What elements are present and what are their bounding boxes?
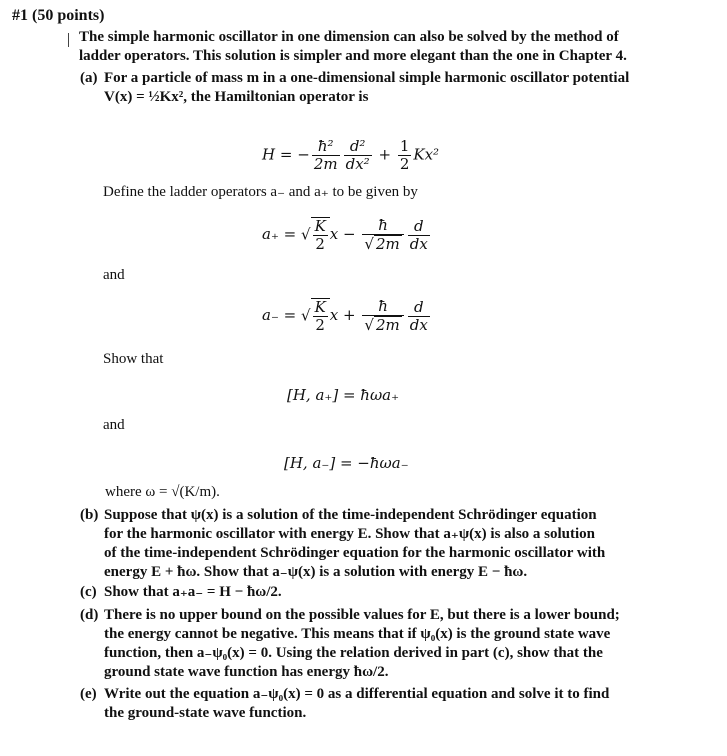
part-d-line-1 [80,606,700,625]
and-text-2: and [103,417,125,433]
part-d-text-1: There is no upper bound on the possible values for E, but there is a lower bound; [104,607,620,623]
part-e [80,685,700,723]
part-a-text-1: For a particle of mass m in a one-dimensional simple harmonic oscillator potential [104,70,630,86]
part-d-label: (d) [80,607,99,623]
part-d [80,606,700,682]
part-b-line-4: energy E + ħω. Show that a₋ψ(x) is a solution with energy E − ħω. [104,564,528,580]
part-a-intro [80,69,700,107]
intro-line-2: ladder operators. This solution is simpler and more elegant than the one in Chapter 4. [79,48,627,64]
and-text-1: and [103,267,125,283]
define-text: Define the ladder operators a₋ and a₊ to be given by [103,184,418,200]
where-text: where ω = √(K/m). [105,484,220,500]
part-b-line-2: for the harmonic oscillator with energy E. Show that a₊ψ(x) is also a solution [104,526,596,542]
problem-heading: #1 (50 points) [12,7,105,24]
part-b-label: (b) [80,507,99,523]
part-e-line-2: the ground-state wave function. [104,705,307,721]
part-e-label: (e) [80,686,97,702]
show-that-text: Show that [103,351,164,367]
part-b-text-1: Suppose that ψ(x) is a solution of the time-independent Schrödinger equation [104,507,597,523]
intro-paragraph [79,28,719,66]
part-b [80,506,700,582]
part-c [80,583,700,602]
part-d-line-2: the energy cannot be negative. This means that if ψ₀(x) is the ground state wave [104,626,611,642]
margin-mark [68,33,69,47]
part-a-line-2: V(x) = ½Kx², the Hamiltonian operator is [104,89,369,105]
part-a-line-1 [80,69,700,88]
part-c-text-1: Show that a₊a₋ = H − ħω/2. [104,584,282,600]
a-minus-equation: a₋ = √ $\frac{K}{2}$ x + $\frac{ħ}{√ 2m}$ $\frac{d}{dx}$ [262,297,428,334]
part-d-line-4: ground state wave function has energy ħω/2. [104,664,389,680]
intro-line-1: The simple harmonic oscillator in one dimension can also be solved by the method of [79,29,619,45]
part-a-label: (a) [80,70,98,86]
part-c-label: (c) [80,584,97,600]
part-b-line-1 [80,506,700,525]
hamiltonian-equation: H = − $\frac{\text{ħ²}}{2m}$ $\frac{\text{d²}}{\text{dx²}}$ + $\frac{1}{2}$ Kx² [262,137,440,173]
commutator-plus-equation: [H, a₊] = ħωa₊ [287,386,400,404]
part-e-line-1 [80,685,700,704]
a-plus-equation: a₊ = √ $\frac{K}{2}$ x − $\frac{ħ}{√ 2m}$ $\frac{d}{dx}$ [262,216,428,253]
part-e-text-1: Write out the equation a₋ψ₀(x) = 0 as a differential equation and solve it to find [104,686,610,702]
commutator-minus-equation: [H, a₋] = −ħωa₋ [284,454,409,472]
part-d-line-3: function, then a₋ψ₀(x) = 0. Using the relation derived in part (c), show that the [104,645,603,661]
part-b-line-3: of the time-independent Schrödinger equation for the harmonic oscillator with [104,545,606,561]
part-c-line-1 [80,583,700,602]
